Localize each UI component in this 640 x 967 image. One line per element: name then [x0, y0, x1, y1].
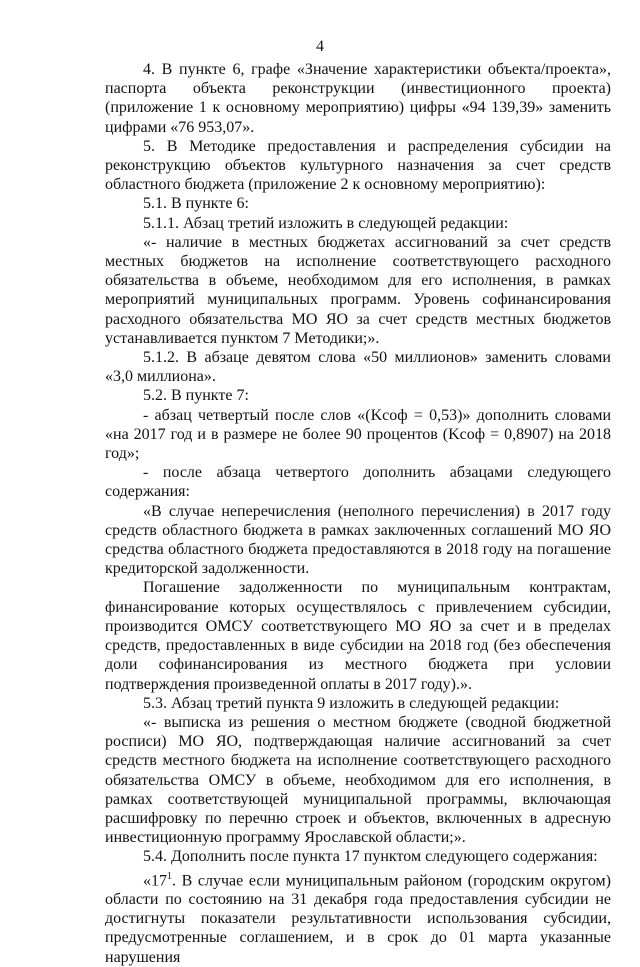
quote-paragraph-17-1 — [105, 867, 611, 967]
paragraph-5-2-item-2: - после абзаца четвертого дополнить абзацами следующего содержания: — [105, 464, 611, 501]
paragraph-5: 5. В Методике предоставления и распределения субсидии на реконструкцию объектов культурного назначения за счет средств областного бюджета (приложение 2 к основному мероприятию): — [105, 137, 611, 194]
paragraph-5-4: 5.4. Дополнить после пункта 17 пунктом следующего содержания: — [143, 848, 598, 866]
page-number: 4 — [316, 38, 324, 55]
quote-paragraph-repayment: Погашение задолженности по муниципальным контрактам, финансирование которых осуществлялось с привлечением субсидии, производится ОМСУ соответствующего МО ЯО за счет и в пределах средств, предоставленных в виде субсидии на 2018 год (без обеспечения доли софинансирования из местного бюджета при условии подтверждения произведенной оплаты в 2017 году).». — [105, 579, 611, 693]
paragraph-5-3: 5.3. Абзац третий пункта 9 изложить в следующей редакции: — [143, 694, 560, 712]
paragraph-5-1-2: 5.1.2. В абзаце девятом слова «50 миллионов» заменить словами «3,0 миллиона». — [105, 349, 611, 386]
clause-prefix: «17 — [143, 871, 167, 889]
clause-superscript: 1 — [167, 870, 172, 882]
document-body — [105, 60, 611, 967]
paragraph-5-1-1: 5.1.1. Абзац третий изложить в следующей редакции: — [143, 214, 509, 232]
clause-text: . В случае если муниципальным районом (городским округом) области по состоянию на 31 декабря года предоставления субсидии не достигнуты показатели результативности использования субсидии, предусмотренные соглашением, и в срок до 01 марта указанные нарушения — [105, 871, 611, 966]
paragraph-4: 4. В пункте 6, графе «Значение характеристики объекта/проекта», паспорта объекта реконструкции (инвестиционного проекта) (приложение 1 к основному мероприятию) цифры «94 139,39» заменить цифрами «76 953,07». — [105, 61, 611, 136]
paragraph-5-1: 5.1. В пункте 6: — [143, 195, 249, 213]
paragraph-5-2: 5.2. В пункте 7: — [143, 387, 249, 405]
quote-paragraph-nonpayment: «В случае неперечисления (неполного перечисления) в 2017 году средств областного бюджета в рамках заключенных соглашений МО ЯО средства областного бюджета предоставляются в 2018 году на погашение кредиторской задолженности. — [105, 502, 611, 578]
paragraph-5-2-item-1: - абзац четвертый после слов «(Kсоф = 0,53)» дополнить словами «на 2017 год и в размере не более 90 процентов (Kсоф = 0,8907) на 2018 год»; — [105, 406, 611, 463]
quote-paragraph-extract: «- выписка из решения о местном бюджете (сводной бюджетной росписи) МО ЯО, подтверждающая наличие ассигнований за счет средств местного бюджета на исполнение соответствующего расходного обязательства ОМСУ в объеме, необходимом для его исполнения, в рамках соответствующей муниципальной программы, включающая расшифровку по перечню строек и объектов, включенных в адресную инвестиционную программу Ярославской области;». — [105, 713, 611, 847]
quote-paragraph-3: «- наличие в местных бюджетах ассигнований за счет средств местных бюджетов на исполнение соответствующего расходного обязательства в объеме, необходимом для его исполнения, в рамках мероприятий муниципальных программ. Уровень софинансирования расходного обязательства МО ЯО за счет средств местных бюджетов устанавливается пунктом 7 Методики;». — [105, 233, 611, 347]
